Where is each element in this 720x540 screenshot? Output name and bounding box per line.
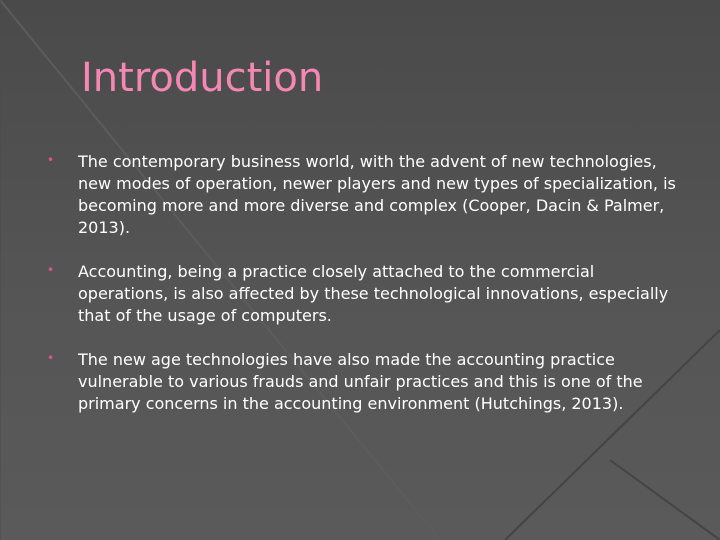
bullet-item (45, 151, 685, 239)
bullet-text: The contemporary business world, with the advent of new technologies, new modes of operation, newer players and new types of specialization, is becoming more and more diverse and complex (Cooper, Dacin & Palmer, 2013). (78, 152, 676, 237)
bullet-text: Accounting, being a practice closely attached to the commercial operations, is also affected by these technological innovations, especially that of the usage of computers. (78, 262, 669, 325)
bullet-list (45, 151, 685, 437)
bullet-text: The new age technologies have also made the accounting practice vulnerable to various frauds and unfair practices and this is one of the primary concerns in the accounting environment (Hutchings, 2013). (78, 350, 643, 413)
bullet-item (45, 349, 685, 415)
bullet-icon: • (47, 153, 55, 167)
slide-title: Introduction (81, 55, 324, 101)
bullet-item (45, 261, 685, 327)
bullet-icon: • (47, 263, 55, 277)
bullet-icon: • (47, 351, 55, 365)
